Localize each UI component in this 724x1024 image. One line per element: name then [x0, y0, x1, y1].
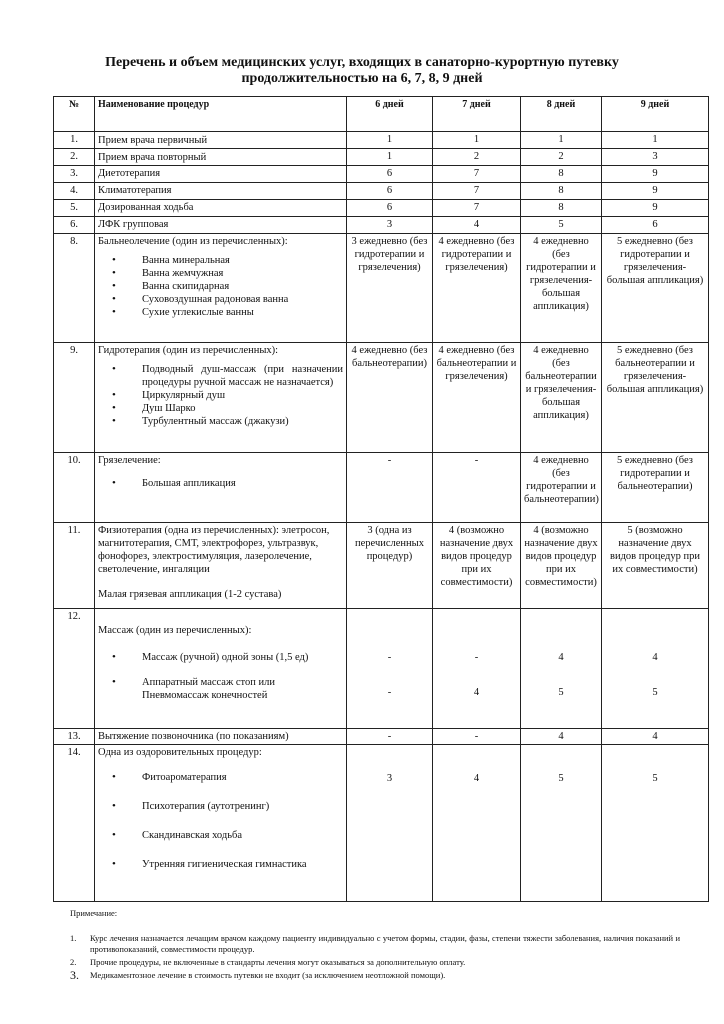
row-title: Физиотерапия (одна из перечисленных): элетросон, магнитотерапия, СМТ, электрофорез, ультразвук, фонофорез, электростимуляция, лазеролечение, светолечение, ингаляции — [98, 525, 330, 575]
cell-9-days: 6 — [602, 217, 709, 234]
cell-6-days: 4 ежедневно (без бальнеотерапии) — [347, 343, 433, 453]
table-row — [54, 745, 709, 902]
cell-8-days: 4 (возможно назначение двух видов процедур при их совместимости) — [521, 523, 602, 609]
list-item: • Душ Шарко — [142, 402, 343, 415]
cell-6-days: 6 — [347, 166, 433, 183]
list-item: • Большая аппликация — [142, 477, 343, 490]
cell-8-days: 8 — [521, 183, 602, 200]
table-row — [54, 523, 709, 609]
cell-7-days: 2 — [433, 149, 521, 166]
row-title: Грязелечение: — [98, 455, 161, 466]
row-name: ЛФК групповая — [95, 217, 347, 234]
list-item: • Сухие углекислые ванны — [142, 306, 343, 319]
cell-8-days: 5 — [521, 745, 602, 902]
list-item: • Массаж (ручной) одной зоны (1,5 ед) — [142, 651, 343, 664]
table-row — [54, 217, 709, 234]
row-name — [95, 453, 347, 523]
list-item: • Циркулярный душ — [142, 389, 343, 402]
row-name — [95, 523, 347, 609]
row-num: 3. — [54, 166, 95, 183]
list-item: • Подводный душ-массаж (при назначении процедуры ручной массаж не назначается) — [142, 363, 343, 389]
cell-9-days: 9 — [602, 200, 709, 217]
document-title — [0, 55, 724, 87]
row-num: 13. — [54, 729, 95, 745]
row-num: 4. — [54, 183, 95, 200]
cell-6-days: 3 (одна из перечисленных процедур) — [347, 523, 433, 609]
row-title: Массаж (один из перечисленных): — [98, 625, 252, 636]
list-item: • Ванна жемчужная — [142, 267, 343, 280]
table-row — [54, 609, 709, 729]
row-num: 2. — [54, 149, 95, 166]
cell-8-days: 4 ежедневно (без гидротерапии и грязелечения-большая аппликация) — [521, 234, 602, 343]
table-header-row — [54, 97, 709, 132]
table-row — [54, 166, 709, 183]
header-6-days: 6 дней — [347, 97, 433, 132]
row-num: 14. — [54, 745, 95, 902]
row-num: 11. — [54, 523, 95, 609]
cell-8-days: 5 — [521, 217, 602, 234]
cell-6-days: 3 — [347, 217, 433, 234]
header-num: № — [54, 97, 95, 132]
cell-7-days: 4 (возможно назначение двух видов процедур при их совместимости) — [433, 523, 521, 609]
row-num: 5. — [54, 200, 95, 217]
list-item: • Ванна скипидарная — [142, 280, 343, 293]
row-extra: Малая грязевая аппликация (1-2 сустава) — [98, 589, 282, 600]
cell-8-days: 1 — [521, 132, 602, 149]
header-7-days: 7 дней — [433, 97, 521, 132]
table-row — [54, 200, 709, 217]
cell-9-days: 5 ежедневно (без гидротерапии и бальнеотерапии) — [602, 453, 709, 523]
cell-8-days: 8 — [521, 166, 602, 183]
cell-9-days: 5 ежедневно (без гидротерапии и грязелечения-большая аппликация) — [602, 234, 709, 343]
row-name: Прием врача повторный — [95, 149, 347, 166]
cell-7-days: - — [433, 729, 521, 745]
cell-8-days: 4 ежедневно (без бальнеотерапии и грязелечения-большая аппликация) — [521, 343, 602, 453]
cell-6-days: 3 ежедневно (без гидротерапии и грязелечения) — [347, 234, 433, 343]
row-name — [95, 609, 347, 729]
cell-9-days: 5 (возможно назначение двух видов процедур при их совместимости) — [602, 523, 709, 609]
table-row — [54, 183, 709, 200]
procedures-table — [53, 96, 709, 902]
row-name — [95, 343, 347, 453]
title-line-1: Перечень и объем медицинских услуг, входящих в санаторно-курортную путевку — [105, 55, 619, 70]
list-item: • Турбулентный массаж (джакузи) — [142, 415, 343, 428]
table-row — [54, 729, 709, 745]
cell-9-days: 4 5 — [602, 609, 709, 729]
list-item: • Утренняя гигиеническая гимнастика — [142, 858, 343, 871]
cell-6-days: 1 — [347, 132, 433, 149]
cell-6-days: 6 — [347, 183, 433, 200]
cell-8-days: 4 5 — [521, 609, 602, 729]
cell-7-days: 7 — [433, 200, 521, 217]
header-name: Наименование процедур — [95, 97, 347, 132]
cell-7-days: 4 — [433, 217, 521, 234]
list-item: • Скандинавская ходьба — [142, 829, 343, 842]
cell-9-days: 9 — [602, 183, 709, 200]
cell-6-days: - — [347, 729, 433, 745]
cell-9-days: 4 — [602, 729, 709, 745]
row-name: Диетотерапия — [95, 166, 347, 183]
cell-7-days: 7 — [433, 183, 521, 200]
note-item: 3. Медикаментозное лечение в стоимость путевки не входит (за исключением неотложной помощи). — [70, 968, 446, 982]
cell-9-days: 5 — [602, 745, 709, 902]
cell-8-days: 8 — [521, 200, 602, 217]
list-item: • Аппаратный массаж стоп или Пневмомассаж конечностей — [142, 676, 343, 702]
cell-7-days: 4 ежедневно (без гидротерапии и грязелечения) — [433, 234, 521, 343]
title-line-2: продолжительностью на 6, 7, 8, 9 дней — [241, 71, 483, 86]
row-title: Одна из оздоровительных процедур: — [98, 747, 262, 758]
row-name: Климатотерапия — [95, 183, 347, 200]
row-name — [95, 745, 347, 902]
table-row — [54, 453, 709, 523]
row-num: 8. — [54, 234, 95, 343]
note-item: 2. Прочие процедуры, не включенные в стандарты лечения могут оказываться за дополнительную оплату. — [70, 957, 466, 967]
cell-9-days: 9 — [602, 166, 709, 183]
cell-6-days: - — [347, 453, 433, 523]
cell-6-days: - - — [347, 609, 433, 729]
cell-6-days: 6 — [347, 200, 433, 217]
cell-9-days: 3 — [602, 149, 709, 166]
row-num: 12. — [54, 609, 95, 729]
row-num: 1. — [54, 132, 95, 149]
notes-header: Примечание: — [70, 908, 118, 918]
row-name — [95, 234, 347, 343]
row-num: 10. — [54, 453, 95, 523]
header-8-days: 8 дней — [521, 97, 602, 132]
notes-section — [70, 908, 680, 983]
row-name: Прием врача первичный — [95, 132, 347, 149]
cell-7-days: - 4 — [433, 609, 521, 729]
table-row — [54, 234, 709, 343]
cell-8-days: 2 — [521, 149, 602, 166]
cell-6-days: 3 — [347, 745, 433, 902]
header-9-days: 9 дней — [602, 97, 709, 132]
cell-7-days: 4 ежедневно (без бальнеотерапии и грязелечения) — [433, 343, 521, 453]
table-row — [54, 149, 709, 166]
cell-9-days: 1 — [602, 132, 709, 149]
row-num: 6. — [54, 217, 95, 234]
table-row — [54, 132, 709, 149]
cell-6-days: 1 — [347, 149, 433, 166]
list-item: • Психотерапия (аутотренинг) — [142, 800, 343, 813]
cell-7-days: 7 — [433, 166, 521, 183]
row-title: Бальнеолечение (один из перечисленных): — [98, 236, 288, 247]
table-row — [54, 343, 709, 453]
row-name: Дозированная ходьба — [95, 200, 347, 217]
list-item: • Фитоароматерапия — [142, 771, 343, 784]
cell-7-days: 1 — [433, 132, 521, 149]
note-item: 1. Курс лечения назначается лечащим врачом каждому пациенту индивидуально с учетом формы, стадии, фазы, степени тяжести заболевания, наличия показаний и противопоказаний, совместимости процедур. — [70, 933, 680, 954]
list-item: • Ванна минеральная — [142, 254, 343, 267]
row-name: Вытяжение позвоночника (по показаниям) — [95, 729, 347, 745]
cell-9-days: 5 ежедневно (без бальнеотерапии и грязелечения-большая аппликация) — [602, 343, 709, 453]
row-title: Гидротерапия (один из перечисленных): — [98, 345, 279, 356]
cell-7-days: - — [433, 453, 521, 523]
cell-8-days: 4 ежедневно (без гидротерапии и бальнеотерапии) — [521, 453, 602, 523]
cell-7-days: 4 — [433, 745, 521, 902]
cell-8-days: 4 — [521, 729, 602, 745]
row-num: 9. — [54, 343, 95, 453]
list-item: • Суховоздушная радоновая ванна — [142, 293, 343, 306]
